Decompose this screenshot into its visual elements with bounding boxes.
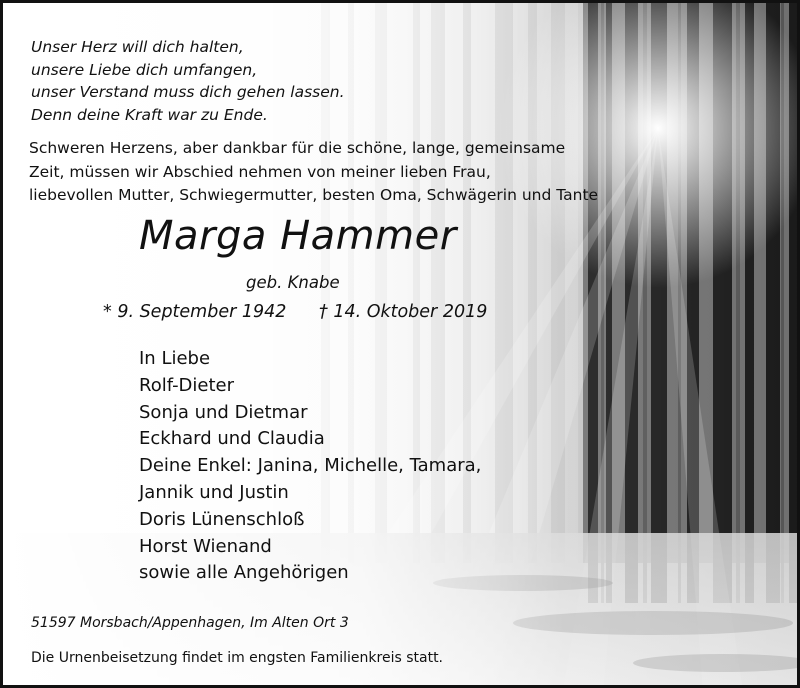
mourner-line: Rolf-Dieter [139, 374, 235, 396]
burial-note: Die Urnenbeisetzung findet im engsten Familienkreis statt. [31, 650, 444, 666]
mourner-line: Sonja und Dietmar [139, 401, 308, 423]
mourner-line: Deine Enkel: Janina, Michelle, Tamara, [139, 455, 482, 477]
maiden-name: geb. Knabe [246, 273, 340, 292]
poem [31, 36, 345, 126]
poem-line: Denn deine Kraft war zu Ende. [31, 105, 268, 124]
mourner-line: In Liebe [139, 348, 211, 369]
poem-line: unsere Liebe dich umfangen, [31, 60, 258, 79]
mourner-line: sowie alle Angehörigen [139, 562, 349, 584]
intro-line: Zeit, müssen wir Abschied nehmen von meiner lieben Frau, [29, 162, 491, 181]
mourner-line: Horst Wienand [139, 535, 272, 557]
mourner-line: Doris Lünenschloß [139, 508, 305, 530]
intro-line: liebevollen Mutter, Schwiegermutter, besten Oma, Schwägerin und Tante [29, 186, 599, 204]
birth-date: * 9. September 1942 [103, 302, 287, 322]
deceased-name: Marga Hammer [139, 213, 457, 259]
intro-text [29, 137, 598, 208]
intro-line: Schweren Herzens, aber dankbar für die schöne, lange, gemeinsame [29, 139, 566, 157]
mourner-line: Eckhard und Claudia [139, 428, 325, 450]
family-address: 51597 Morsbach/Appenhagen, Im Alten Ort 3 [31, 615, 349, 631]
poem-line: Unser Herz will dich halten, [31, 38, 244, 56]
mourners-list [139, 346, 481, 587]
mourner-line: Jannik und Justin [139, 481, 289, 503]
death-date: † 14. Oktober 2019 [319, 302, 488, 322]
poem-line: unser Verstand muss dich gehen lassen. [31, 83, 345, 101]
